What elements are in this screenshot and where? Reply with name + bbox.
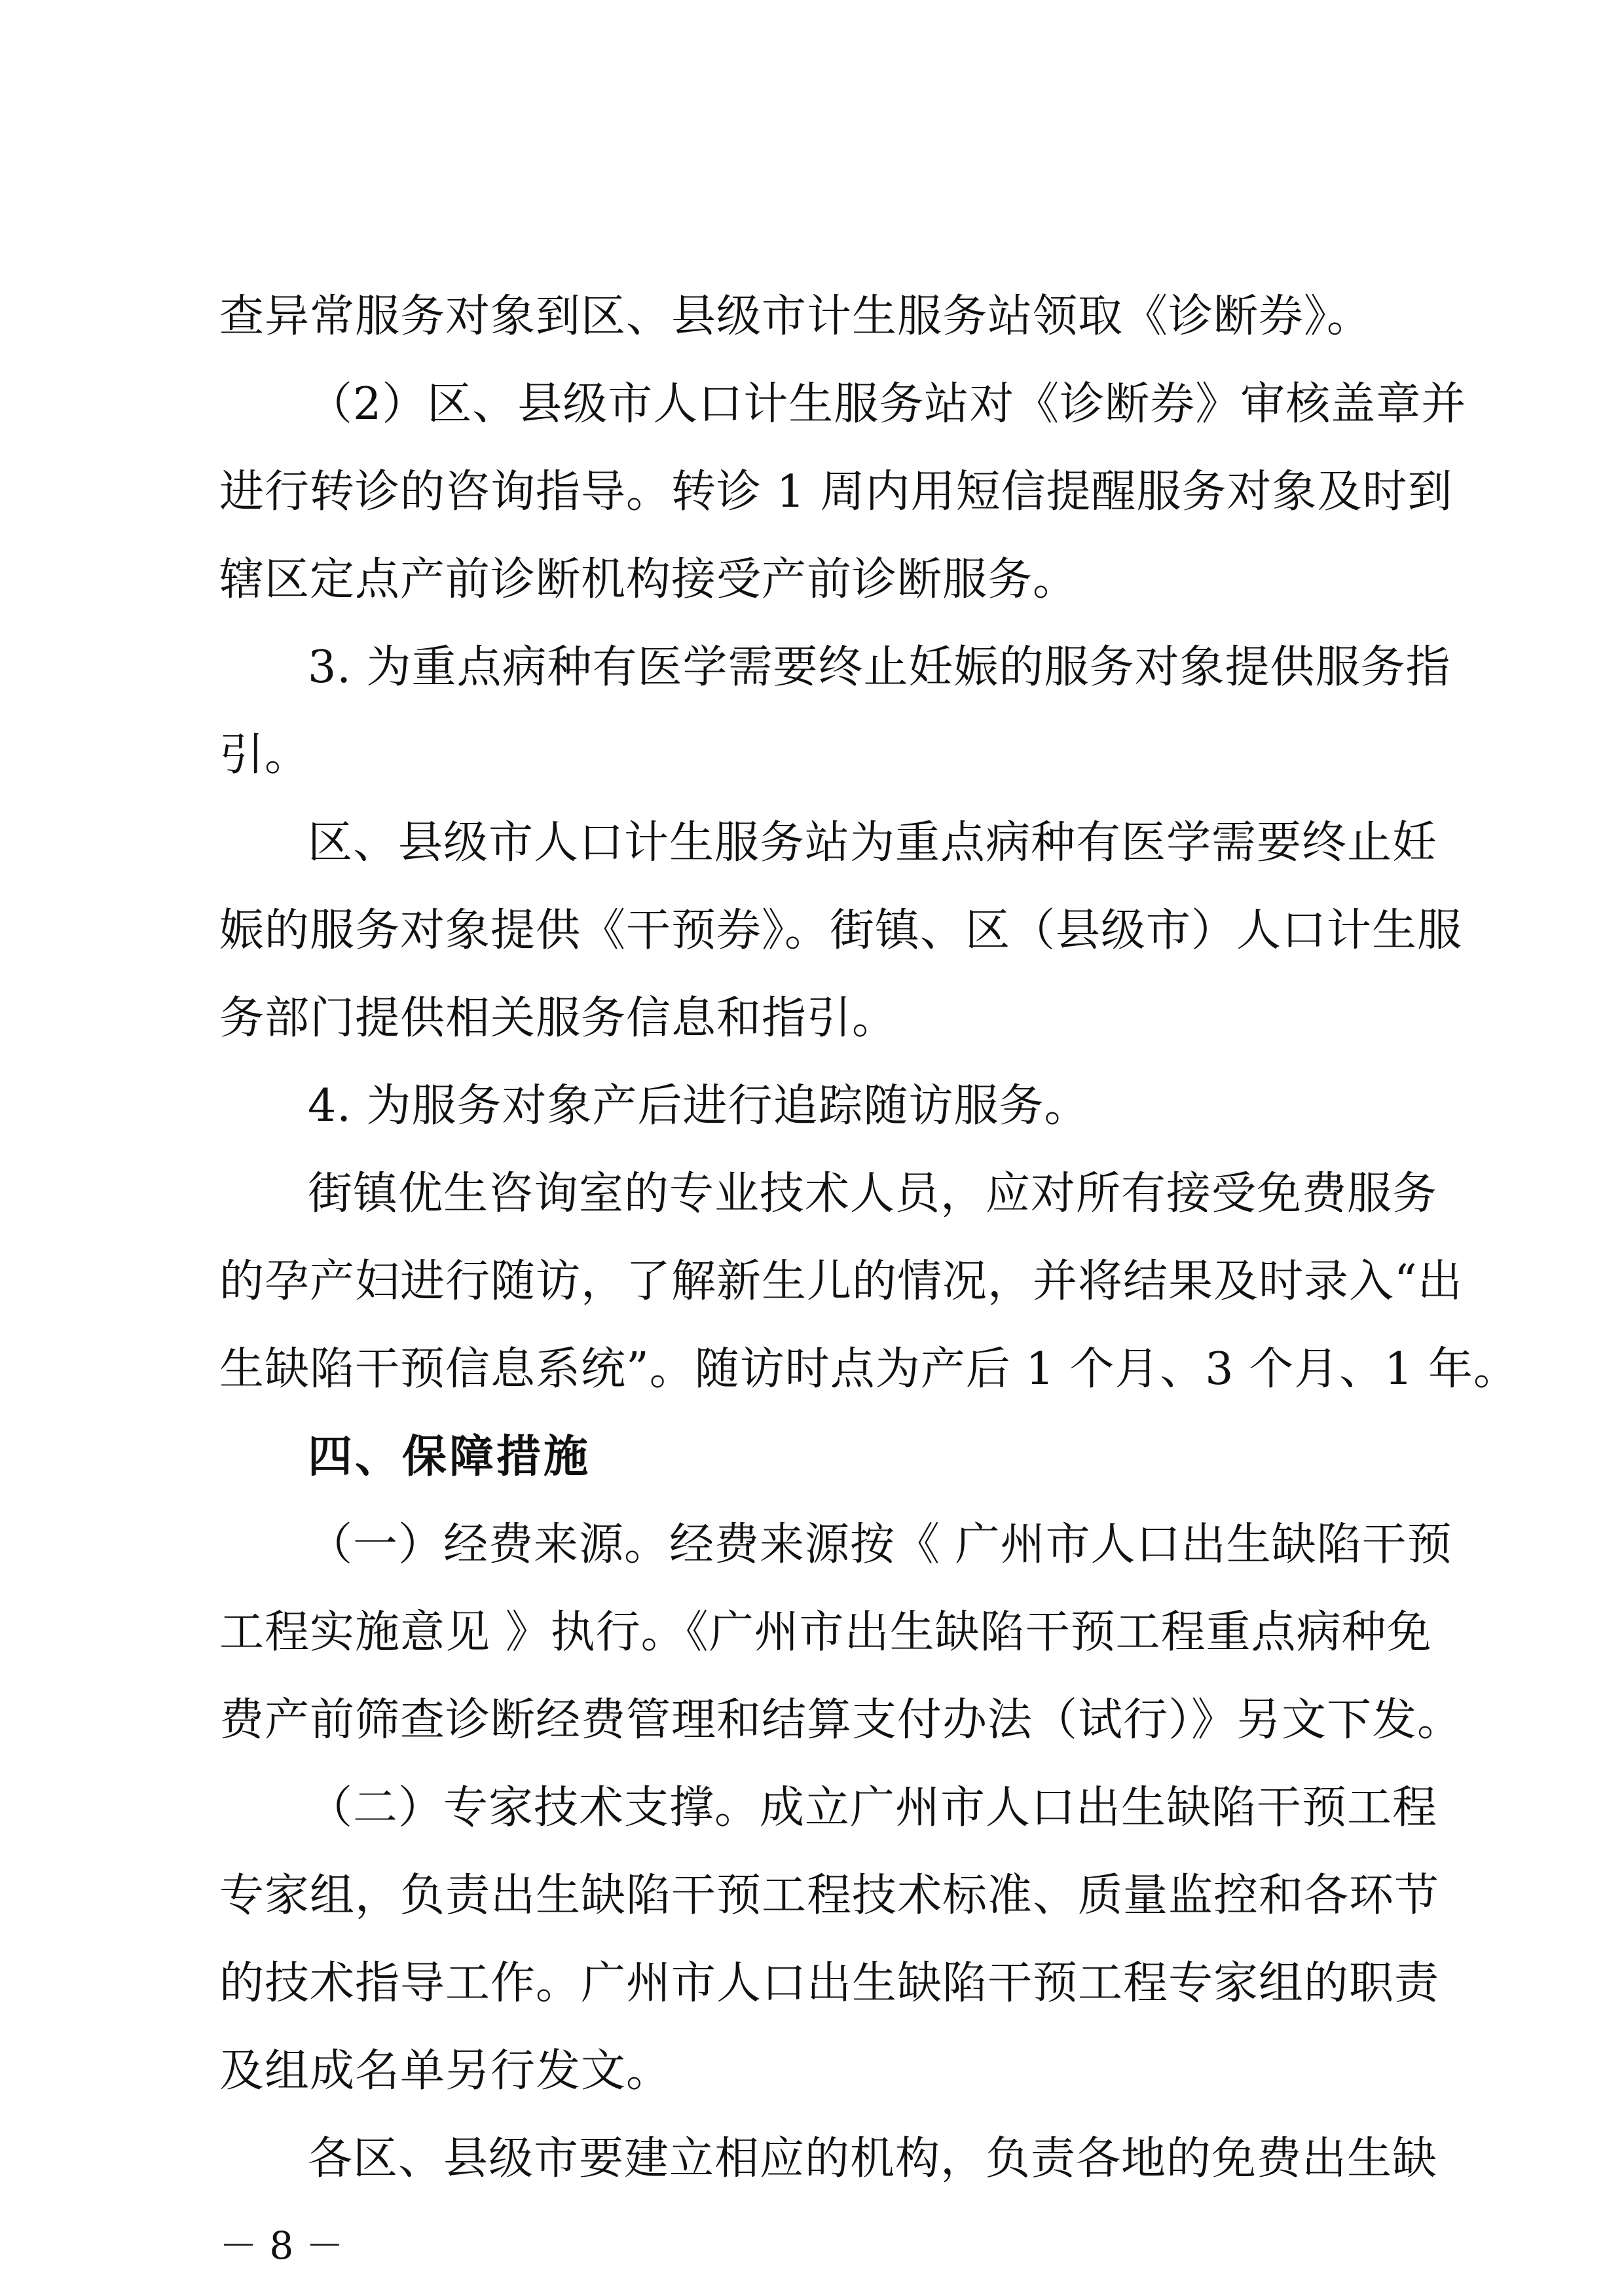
text-line: 3. 为重点病种有医学需要终止妊娠的服务对象提供服务指 — [308, 642, 1451, 693]
text-line: 工程实施意见 》执行。《广州市出生缺陷干预工程重点病种免 — [219, 1607, 1432, 1658]
text-line: 4. 为服务对象产后进行追踪随访服务。 — [308, 1080, 1090, 1132]
text-line: 生缺陷干预信息系统”。随访时点为产后 1 个月、3 个月、1 年。 — [219, 1343, 1519, 1395]
text-line: 专家组，负责出生缺陷干预工程技术标准、质量监控和各环节 — [219, 1870, 1440, 1922]
text-line: 各区、县级市要建立相应的机构，负责各地的免费出生缺 — [308, 2133, 1438, 2185]
text-line: 娠的服务对象提供《干预券》。街镇、区（县级市）人口计生服 — [219, 905, 1463, 957]
text-line: 辖区定点产前诊断机构接受产前诊断服务。 — [219, 554, 1079, 606]
text-line: （一）经费来源。经费来源按《 广州市人口出生缺陷干预 — [308, 1519, 1452, 1571]
text-line: 的技术指导工作。广州市人口出生缺陷干预工程专家组的职责 — [219, 1958, 1440, 2009]
text-line: 费产前筛查诊断经费管理和结算支付办法（试行）》另文下发。 — [219, 1694, 1463, 1746]
text-line: 务部门提供相关服务信息和指引。 — [219, 993, 898, 1044]
text-line: 查异常服务对象到区、县级市计生服务站领取《诊断券》。 — [219, 291, 1373, 342]
text-line: 引。 — [219, 729, 310, 781]
text-line: 街镇优生咨询室的专业技术人员，应对所有接受免费服务 — [308, 1168, 1438, 1220]
text-line: （二）专家技术支撑。成立广州市人口出生缺陷干预工程 — [308, 1782, 1438, 1834]
text-line: 区、县级市人口计生服务站为重点病种有医学需要终止妊 — [308, 817, 1438, 869]
text-line: 的孕产妇进行随访，了解新生儿的情况，并将结果及时录入“出 — [219, 1256, 1463, 1307]
text-line: 进行转诊的咨询指导。转诊 1 周内用短信提醒服务对象及时到 — [219, 466, 1453, 518]
text-line: （2）区、县级市人口计生服务站对《诊断券》审核盖章并 — [308, 378, 1467, 430]
section-heading: 四、保障措施 — [308, 1431, 591, 1483]
page-number: － 8 － — [219, 2223, 344, 2268]
text-line: 及组成名单另行发文。 — [219, 2045, 672, 2097]
